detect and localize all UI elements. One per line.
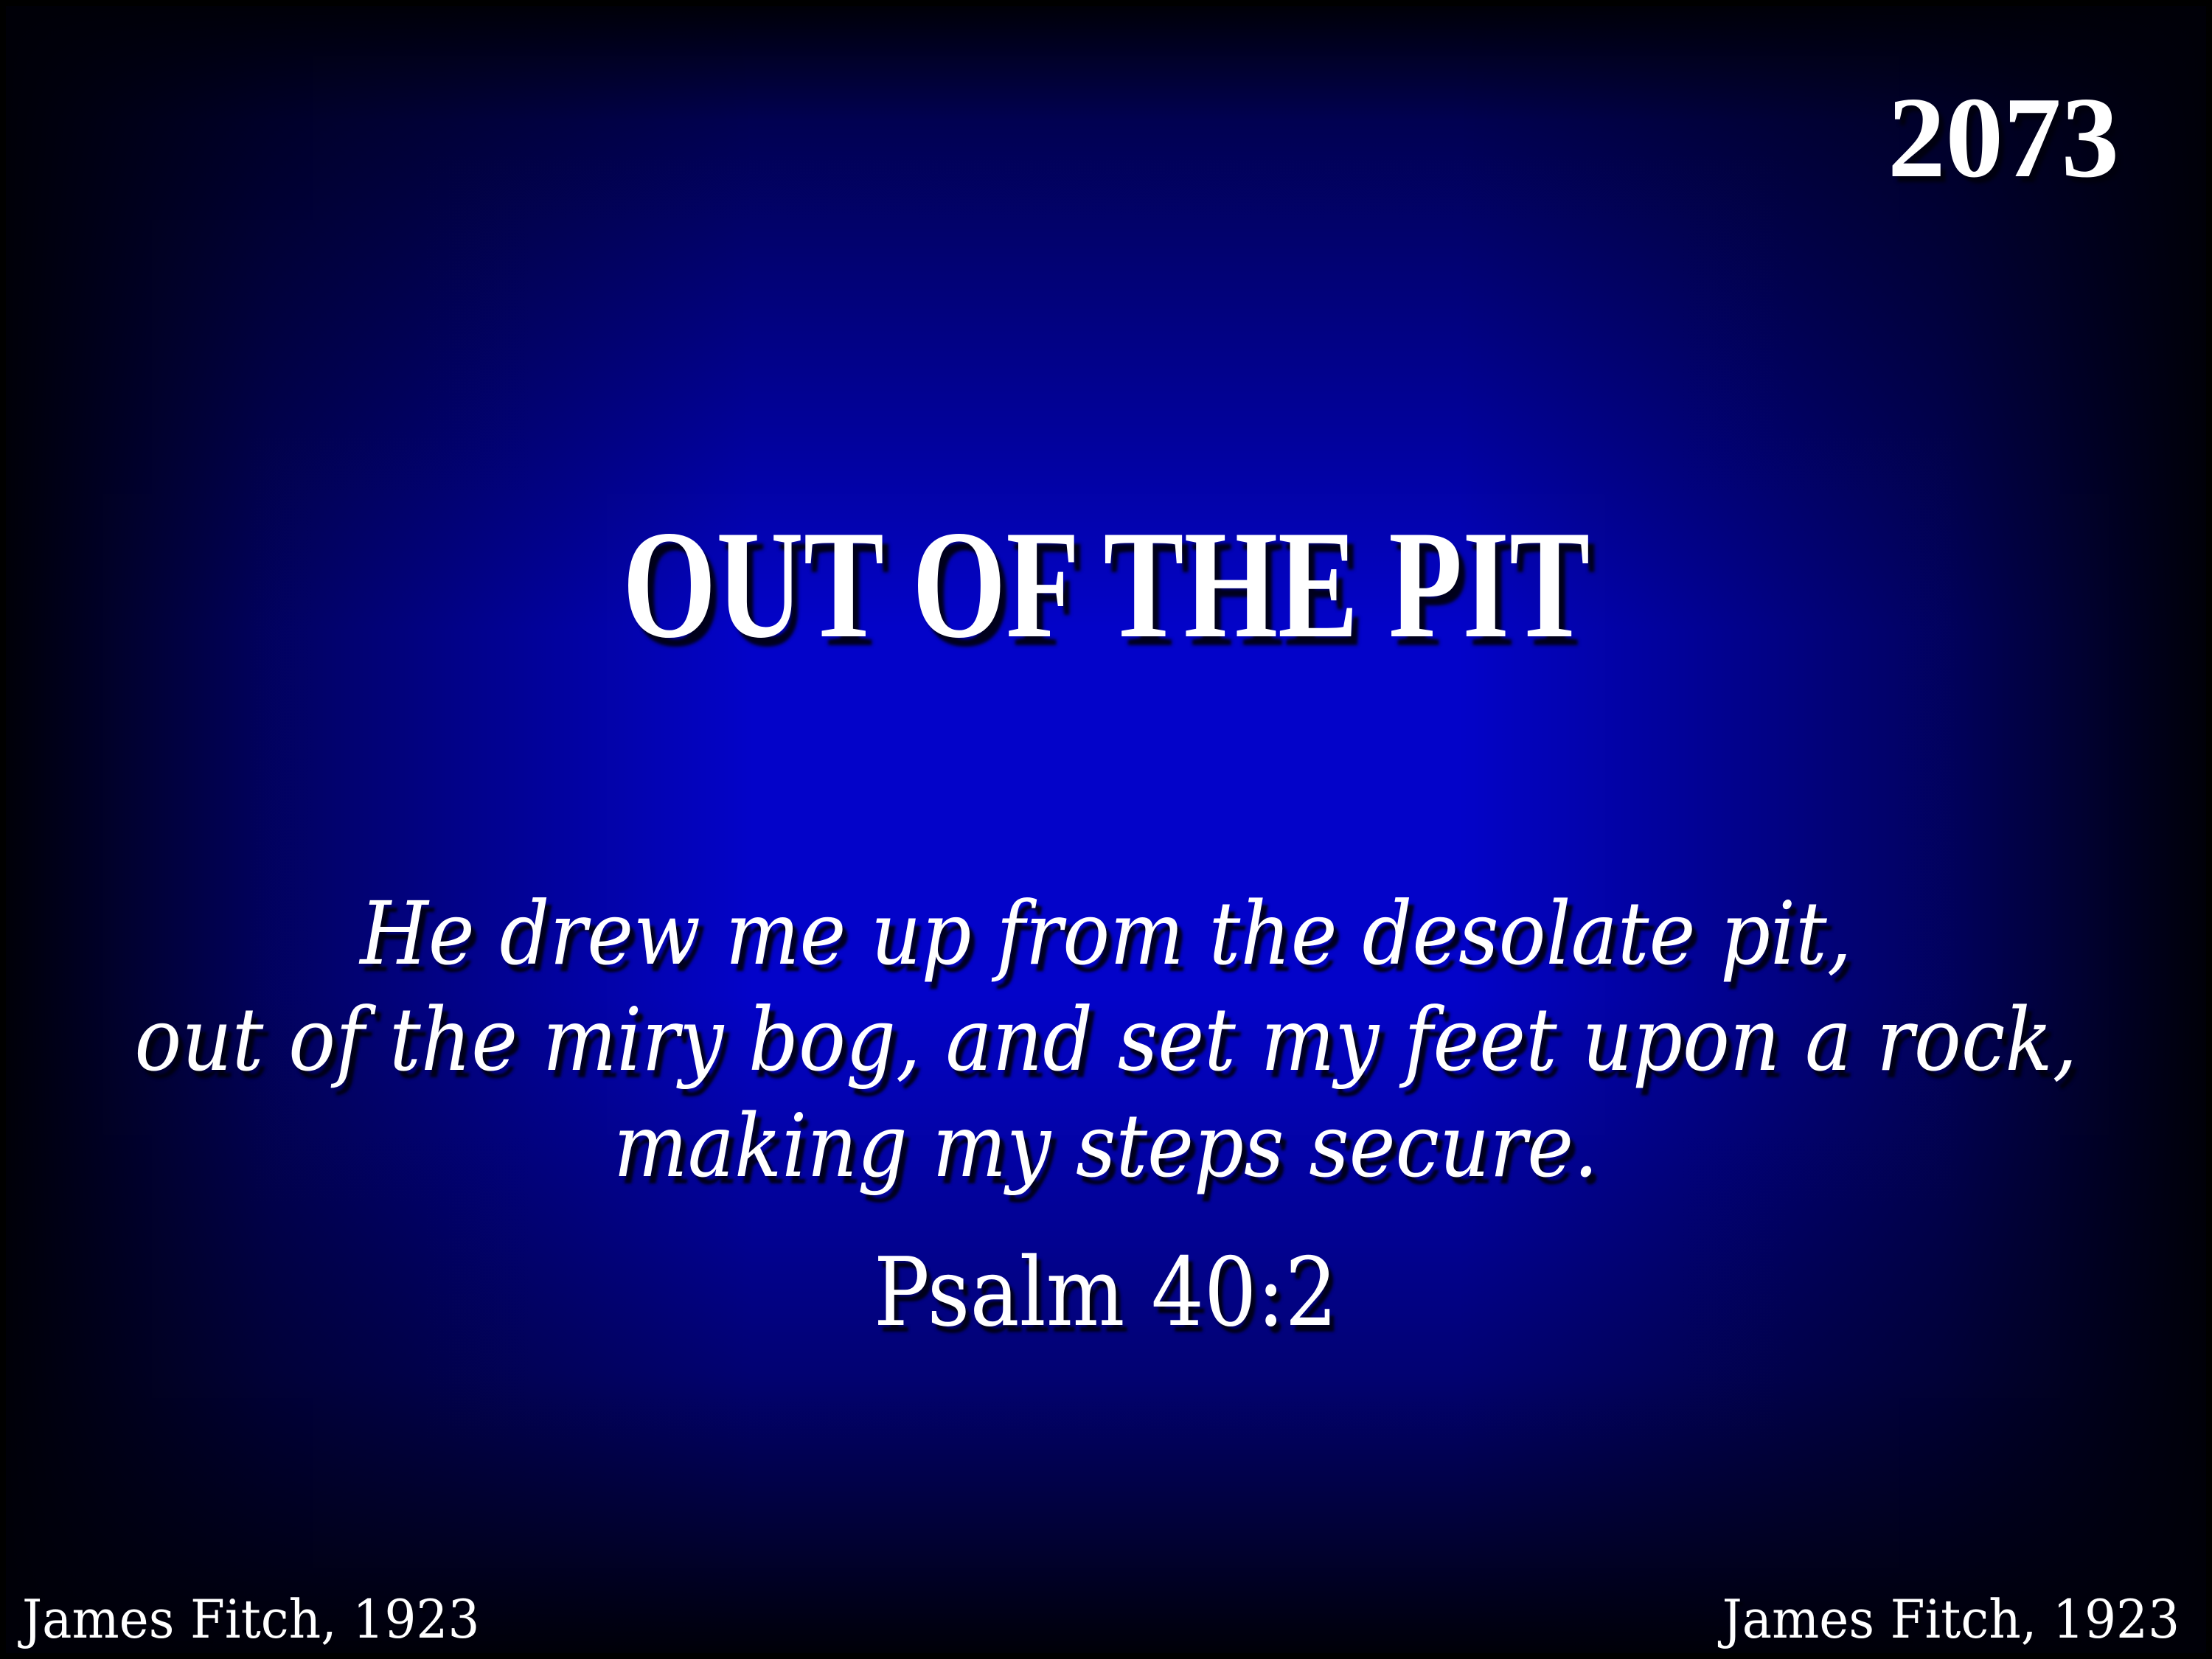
verse-line: making my steps secure.: [613, 1095, 1599, 1197]
title-row: [6, 499, 2206, 670]
reference-row: [6, 1238, 2206, 1348]
verse-row: [6, 880, 2206, 1199]
verse-text: [134, 880, 2077, 1199]
verse-line: He drew me up from the desolate pit,: [360, 883, 1852, 984]
verse-line: out of the miry bog, and set my feet upon a rock,: [134, 989, 2078, 1091]
author-credit-right: James Fitch, 1923: [1722, 1588, 2180, 1650]
author-credit-left: James Fitch, 1923: [22, 1588, 480, 1650]
scripture-reference: Psalm 40:2: [874, 1238, 1338, 1348]
slide-title: OUT OF THE PIT: [622, 499, 1590, 670]
slide-number: 2073: [1888, 73, 2119, 201]
